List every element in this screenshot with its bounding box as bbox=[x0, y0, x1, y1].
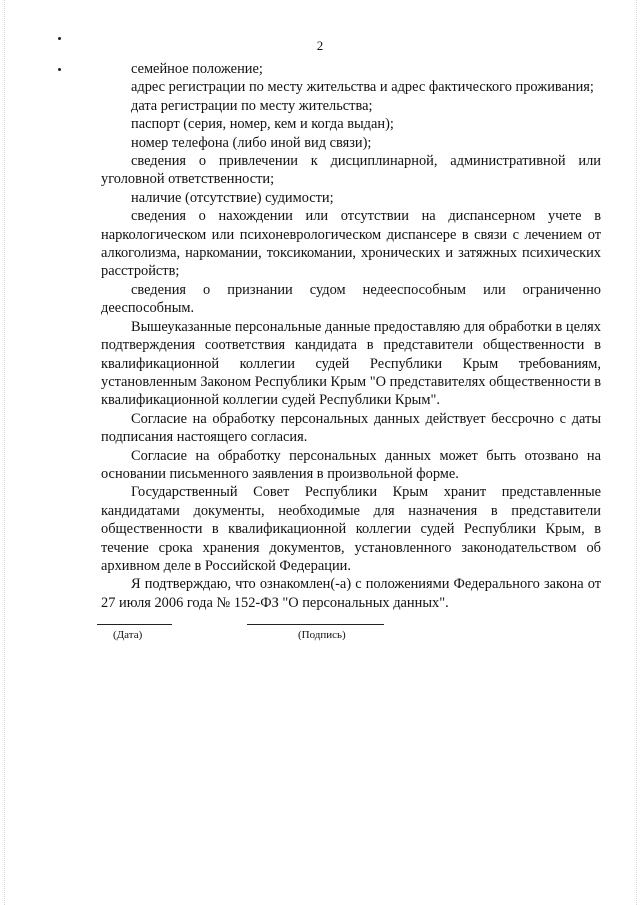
date-line bbox=[97, 624, 172, 625]
signature-line bbox=[247, 624, 384, 625]
scan-speck bbox=[58, 68, 61, 71]
paragraph: паспорт (серия, номер, кем и когда выдан); bbox=[131, 116, 394, 133]
paragraph: Согласие на обработку персональных данных действует бессрочно с даты подписания настоящего согласия. bbox=[101, 410, 601, 446]
signature-block bbox=[0, 624, 640, 654]
paragraph: Вышеуказанные персональные данные предоставляю для обработки в целях подтверждения соответствия кандидата в представители общественности в квалификационной коллегии судей Республики Крым требованиям, установленным Законом Республики Крым "О представителях общественности в квалификационной коллегии судей Республики Крым". bbox=[101, 318, 601, 409]
paragraph: Согласие на обработку персональных данных может быть отозвано на основании письменного заявления в произвольной форме. bbox=[101, 447, 601, 482]
date-caption: (Дата) bbox=[113, 629, 143, 641]
paragraph: дата регистрации по месту жительства; bbox=[131, 97, 373, 114]
scan-edge-right bbox=[636, 0, 637, 905]
paragraph: номер телефона (либо иной вид связи); bbox=[131, 134, 372, 151]
scan-edge-left bbox=[4, 0, 5, 905]
page-number: 2 bbox=[316, 38, 324, 53]
paragraph: наличие (отсутствие) судимости; bbox=[131, 189, 334, 206]
paragraph: сведения о нахождении или отсутствии на диспансерном учете в наркологическом или психоневрологическом диспансере в связи с лечением от алкоголизма, наркомании, токсикомании, хронических и затяжных психических расстройств; bbox=[101, 208, 601, 280]
paragraph: адрес регистрации по месту жительства и адрес фактического проживания; bbox=[131, 79, 594, 96]
paragraph: сведения о признании судом недееспособным или ограниченно дееспособным. bbox=[101, 281, 601, 317]
paragraph: сведения о привлечении к дисциплинарной, административной или уголовной ответственности; bbox=[101, 153, 601, 188]
signature-caption: (Подпись) bbox=[298, 629, 346, 641]
paragraph: Я подтверждаю, что ознакомлен(-а) с положениями Федерального закона от 27 июля 2006 года № 152-ФЗ "О персональных данных". bbox=[101, 576, 601, 611]
document-body bbox=[101, 60, 601, 612]
paragraph: Государственный Совет Республики Крым хранит представленные кандидатами документы, необходимые для назначения в представители общественности в квалификационной коллегии судей Республики Крым, в течение срока хранения документов, установленного законодательством об архивном деле в Российской Федерации. bbox=[101, 484, 601, 574]
paragraph: семейное положение; bbox=[131, 61, 263, 77]
